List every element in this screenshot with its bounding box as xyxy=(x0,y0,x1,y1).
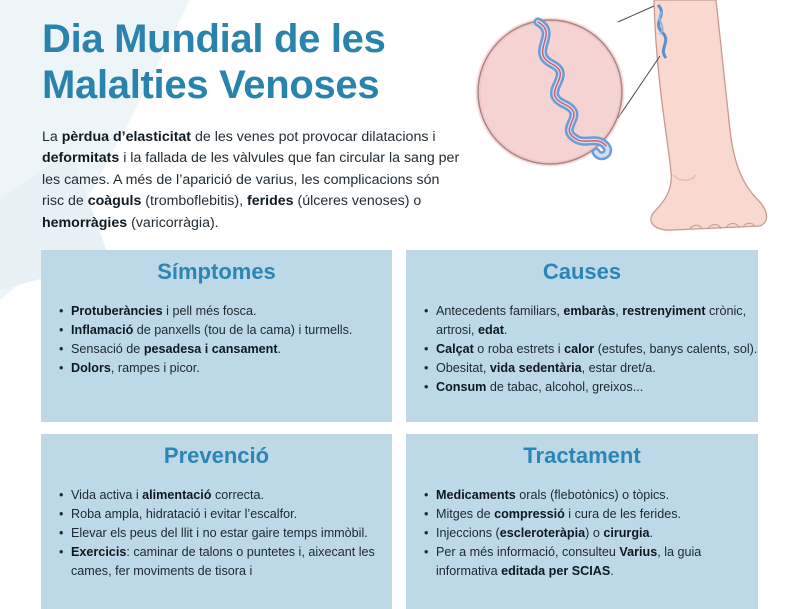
list-item: • Calçat o roba estrets i calor (estufes, banys calents, sol). xyxy=(436,340,758,359)
list-item: • Vida activa i alimentació correcta. xyxy=(71,486,392,505)
list-item: • Exercicis: caminar de talons o puntetes i, aixecant les cames, fer moviments de tisora i xyxy=(71,543,392,581)
list-item: • Consum de tabac, alcohol, greixos... xyxy=(436,378,758,397)
intro-bold: hemorràgies xyxy=(42,214,128,231)
page-title xyxy=(42,16,386,108)
intro-text: (tromboflebitis), xyxy=(141,193,248,210)
intro-bold: coàguls xyxy=(87,193,142,210)
list-item: • Protuberàncies i pell més fosca. xyxy=(71,302,392,321)
causes-heading: Causes xyxy=(542,259,622,284)
list-item: • Obesitat, vida sedentària, estar dret/a. xyxy=(436,359,758,378)
prevention-list xyxy=(41,486,392,581)
intro-bold: deformitats xyxy=(42,150,120,167)
intro-text: (varicorràgia). xyxy=(127,214,219,231)
list-item: • Antecedents familiars, embaràs, restrenyiment crònic, artrosi, edat. xyxy=(436,302,758,340)
list-item: • Inflamació de panxells (tou de la cama) i turmells. xyxy=(71,321,392,340)
intro-paragraph xyxy=(42,127,462,234)
symptoms-card xyxy=(41,250,392,422)
list-item: • Medicaments orals (flebotònics) o tòpics. xyxy=(436,486,758,505)
treatment-card xyxy=(406,434,758,609)
treatment-list xyxy=(406,486,758,581)
leg-varicose-vein-icon xyxy=(468,0,800,245)
list-item: • Injeccions (escleroteràpia) o cirurgia. xyxy=(436,524,758,543)
intro-bold: ferides xyxy=(247,193,294,210)
list-item: • Mitges de compressió i cura de les ferides. xyxy=(436,505,758,524)
symptoms-list xyxy=(41,302,392,378)
title-line-1: Dia Mundial de les xyxy=(42,17,386,61)
intro-bold: pèrdua d’elasticitat xyxy=(61,129,192,145)
list-item: • Sensació de pesadesa i cansament. xyxy=(71,340,392,359)
title-line-2: Malalties Venoses xyxy=(42,63,380,107)
prevention-card xyxy=(41,434,392,609)
list-item: • Dolors, rampes i picor. xyxy=(71,359,392,378)
list-item: • Roba ampla, hidratació i evitar l’escalfor. xyxy=(71,505,392,524)
symptoms-heading: Símptomes xyxy=(157,259,276,284)
list-item: • Per a més informació, consulteu Varius, la guia informativa editada per SCIAS. xyxy=(436,543,758,581)
prevention-heading: Prevenció xyxy=(163,443,270,468)
intro-text: de les venes pot provocar dilatacions i xyxy=(191,129,436,145)
causes-card xyxy=(406,250,758,422)
intro-text: (úlceres venoses) o xyxy=(293,193,422,210)
causes-list xyxy=(406,302,758,397)
intro-text: i la fallada de les vàlvules que fan circular la sang per les cames. A més de l’aparició de varius, les complicacions són risc de xyxy=(42,150,460,210)
treatment-heading: Tractament xyxy=(523,443,641,468)
intro-text: La xyxy=(42,129,62,145)
list-item: • Elevar els peus del llit i no estar gaire temps immòbil. xyxy=(71,524,392,543)
